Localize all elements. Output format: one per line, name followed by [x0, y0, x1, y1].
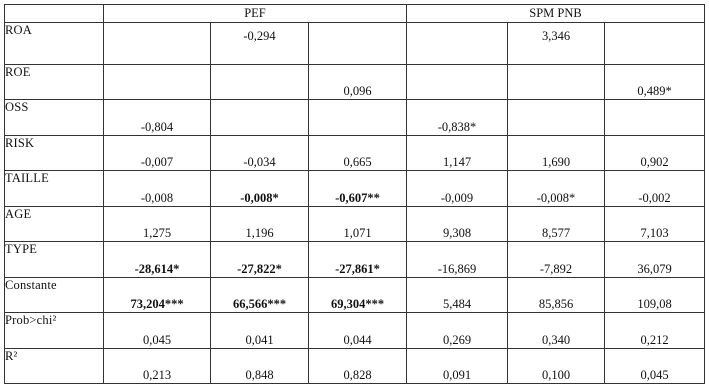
table-row — [5, 348, 705, 384]
row-label: ROA — [5, 23, 104, 65]
table-cell: 0,045 — [104, 313, 211, 349]
table-cell: 36,079 — [605, 242, 705, 278]
group-header-row — [5, 5, 705, 23]
table-cell: -7,892 — [508, 242, 605, 278]
table-row — [5, 171, 705, 207]
table-cell: 0,045 — [605, 348, 705, 384]
table-cell — [605, 23, 705, 65]
table-cell: 0,828 — [309, 348, 407, 384]
table-cell: 73,204*** — [104, 277, 211, 313]
table-cell: 8,577 — [508, 206, 605, 242]
table-cell — [508, 100, 605, 136]
table-row — [5, 135, 705, 171]
table-row — [5, 23, 705, 65]
table-cell: 66,566*** — [211, 277, 309, 313]
table-cell: -0,607** — [309, 171, 407, 207]
table-cell: 0,902 — [605, 135, 705, 171]
header-corner — [5, 5, 104, 23]
table-cell: 0,269 — [407, 313, 508, 349]
table-row — [5, 242, 705, 278]
table-cell: 109,08 — [605, 277, 705, 313]
table-cell: -0,008 — [104, 171, 211, 207]
table-cell: 7,103 — [605, 206, 705, 242]
table-cell — [309, 23, 407, 65]
table-cell: 0,212 — [605, 313, 705, 349]
row-label: OSS — [5, 100, 104, 136]
table-row — [5, 206, 705, 242]
table-cell: 1,275 — [104, 206, 211, 242]
table-row — [5, 313, 705, 349]
row-label: R² — [5, 348, 104, 384]
table-cell: 0,091 — [407, 348, 508, 384]
table-row — [5, 100, 705, 136]
table-row — [5, 64, 705, 100]
table-cell: 85,856 — [508, 277, 605, 313]
table-cell — [407, 64, 508, 100]
table-cell: -0,002 — [605, 171, 705, 207]
table-cell: -27,861* — [309, 242, 407, 278]
table-cell — [104, 64, 211, 100]
row-label: AGE — [5, 206, 104, 242]
table-cell — [309, 100, 407, 136]
table-cell: 0,489* — [605, 64, 705, 100]
table-cell: 1,690 — [508, 135, 605, 171]
table-cell: 9,308 — [407, 206, 508, 242]
table-cell: 5,484 — [407, 277, 508, 313]
table-cell — [104, 23, 211, 65]
row-label: RISK — [5, 135, 104, 171]
row-label: TAILLE — [5, 171, 104, 207]
table-cell: 0,340 — [508, 313, 605, 349]
group-header-pef: PEF — [104, 5, 407, 23]
table-cell: 0,096 — [309, 64, 407, 100]
table-cell: -27,822* — [211, 242, 309, 278]
table-cell — [211, 100, 309, 136]
table-cell: -0,838* — [407, 100, 508, 136]
table-cell: -0,008* — [211, 171, 309, 207]
table-cell: 0,100 — [508, 348, 605, 384]
table-row — [5, 277, 705, 313]
table-cell: -0,804 — [104, 100, 211, 136]
table-cell: -0,294 — [211, 23, 309, 65]
table-cell: -0,009 — [407, 171, 508, 207]
table-cell — [211, 64, 309, 100]
row-label: Prob>chi² — [5, 313, 104, 349]
table-cell: 0,848 — [211, 348, 309, 384]
table-body — [5, 23, 705, 384]
table-cell: 0,665 — [309, 135, 407, 171]
table-cell: 0,213 — [104, 348, 211, 384]
table-cell: 1,147 — [407, 135, 508, 171]
table-cell: 69,304*** — [309, 277, 407, 313]
table-cell: -28,614* — [104, 242, 211, 278]
table-cell: 3,346 — [508, 23, 605, 65]
table-cell: 1,196 — [211, 206, 309, 242]
table-cell: 1,071 — [309, 206, 407, 242]
row-label: ROE — [5, 64, 104, 100]
table-cell — [605, 100, 705, 136]
table-cell: -0,034 — [211, 135, 309, 171]
regression-table — [4, 4, 705, 384]
table-cell: 0,041 — [211, 313, 309, 349]
table-cell — [508, 64, 605, 100]
table-cell: -16,869 — [407, 242, 508, 278]
table-cell — [407, 23, 508, 65]
table-cell: 0,044 — [309, 313, 407, 349]
table-cell: -0,007 — [104, 135, 211, 171]
row-label: TYPE — [5, 242, 104, 278]
table-cell: -0,008* — [508, 171, 605, 207]
row-label: Constante — [5, 277, 104, 313]
group-header-spm-pnb: SPM PNB — [407, 5, 705, 23]
